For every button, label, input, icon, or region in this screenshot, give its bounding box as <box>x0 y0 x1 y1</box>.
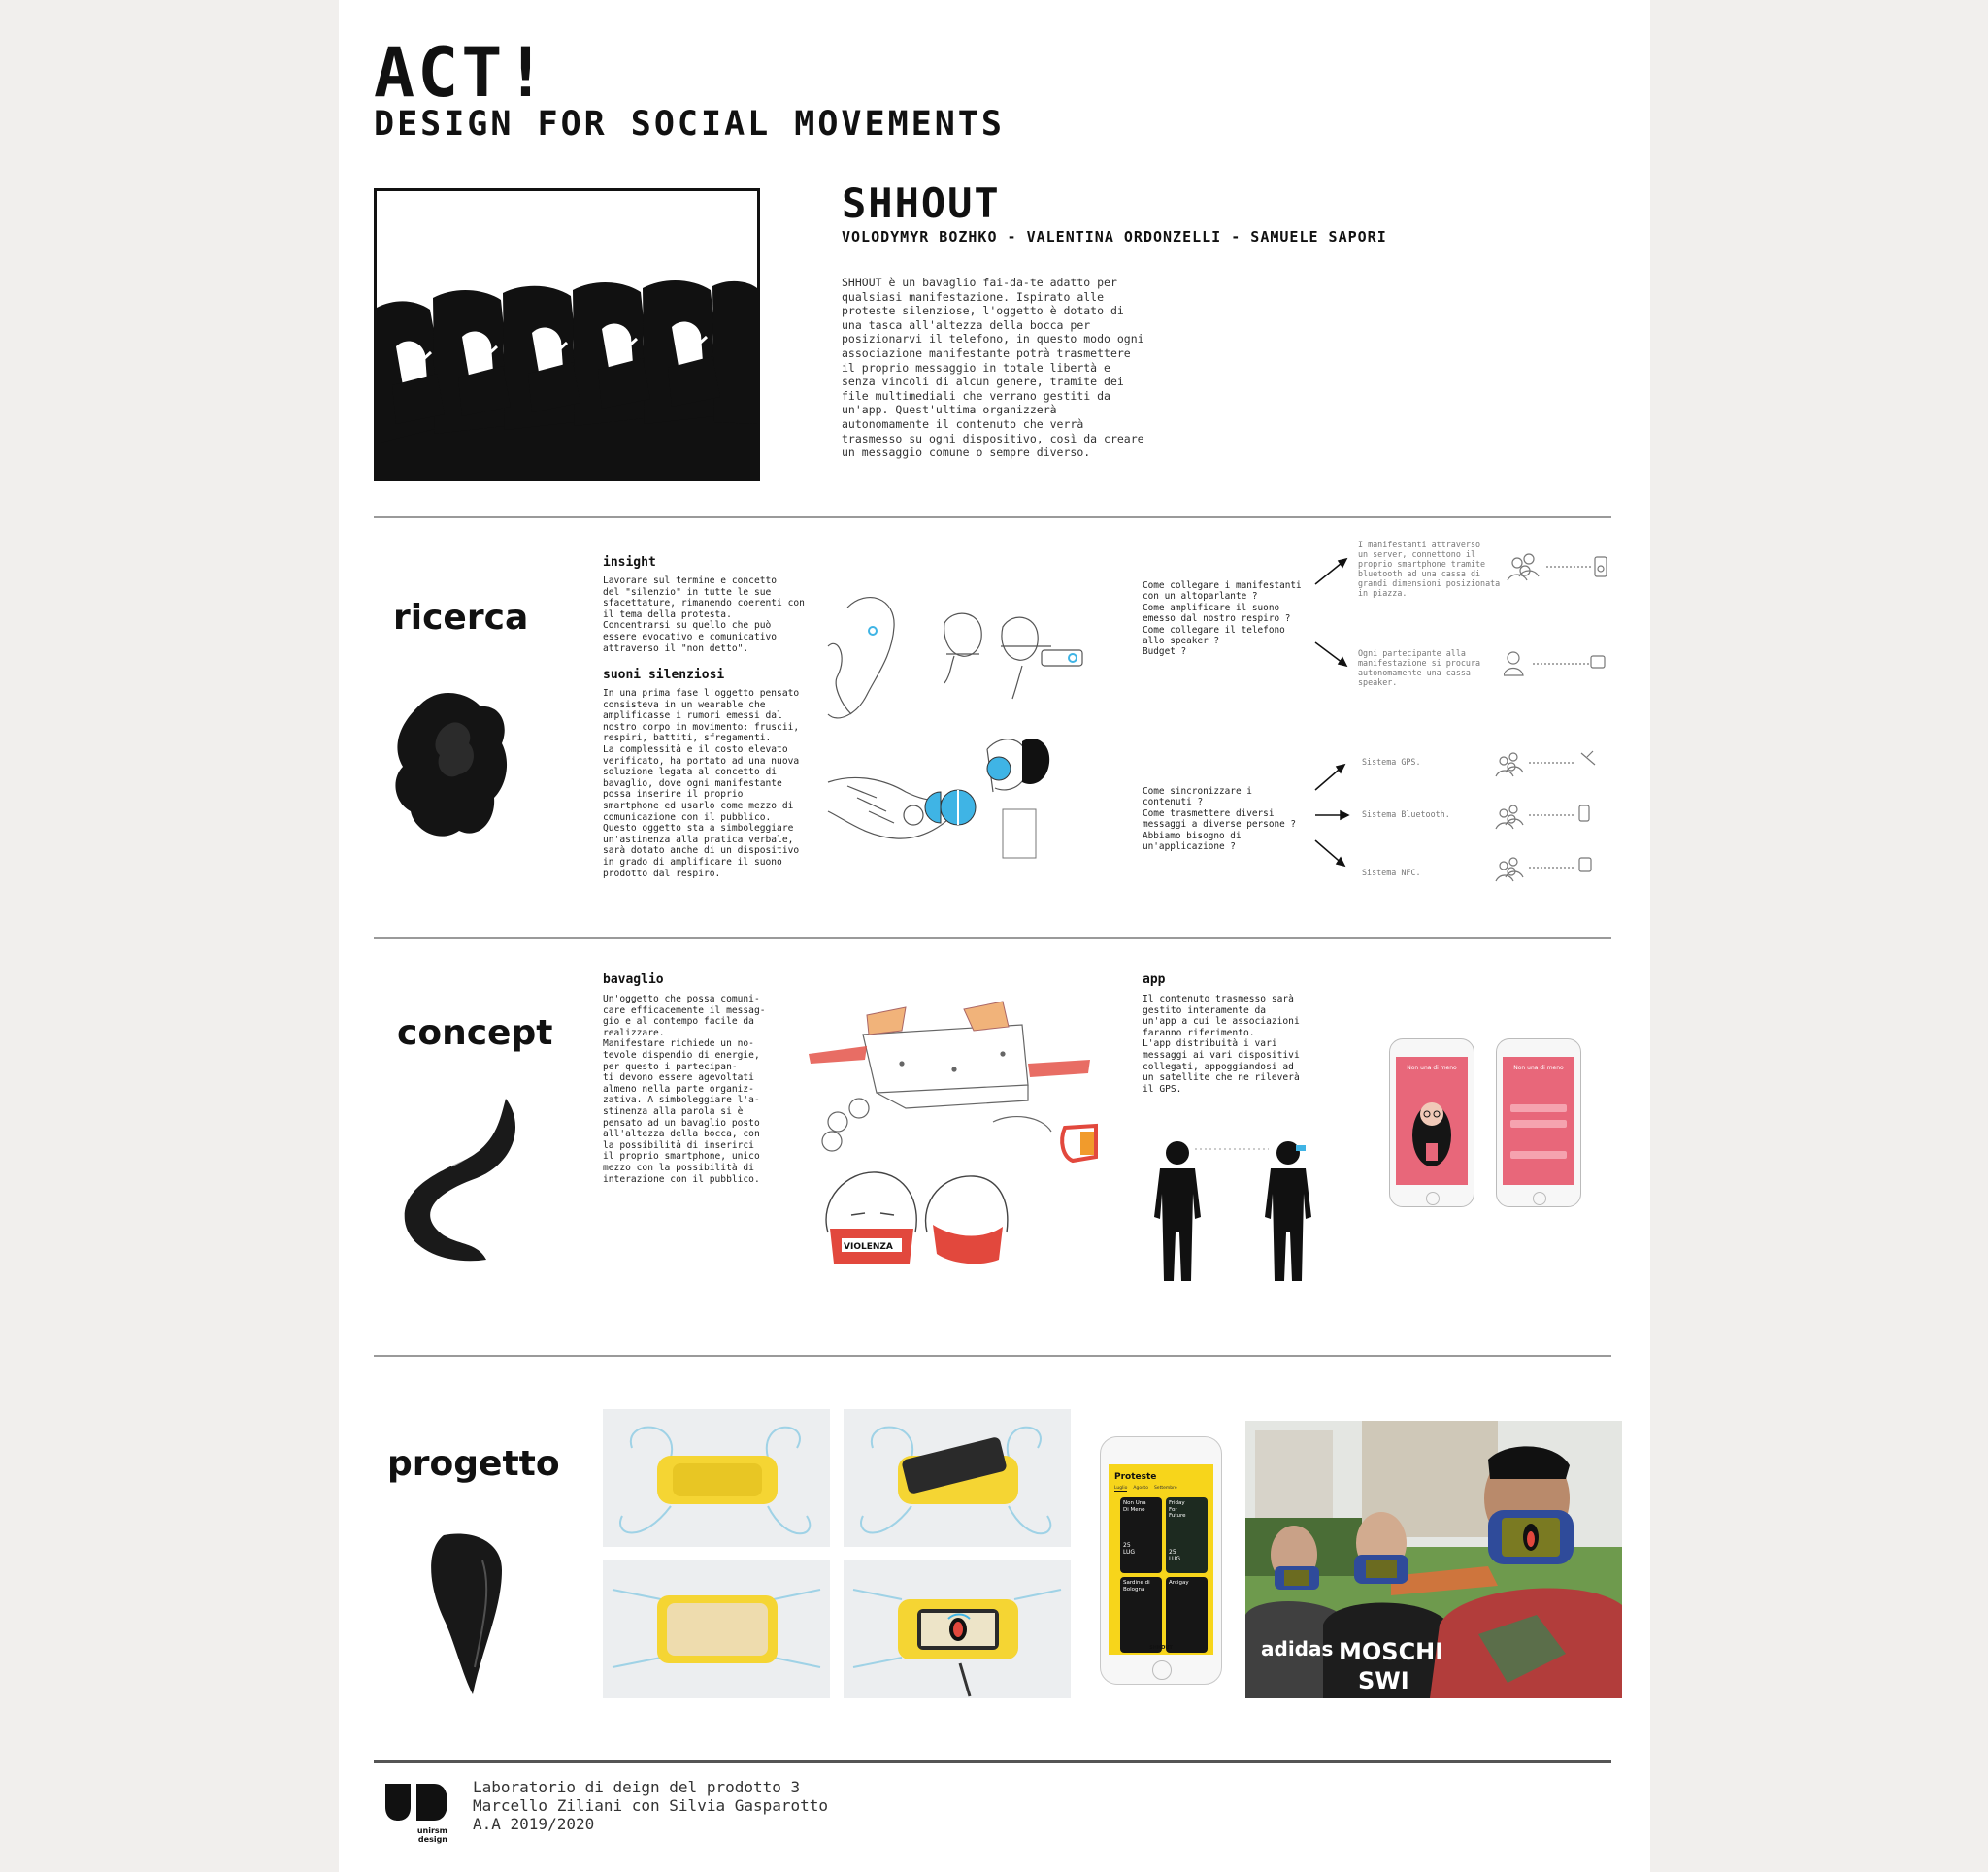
note-speaker: Ogni partecipante alla manifestazione si procura autonomamente una cassa speaker. <box>1358 648 1481 687</box>
people-device-icons <box>1494 739 1610 895</box>
system-bluetooth: Sistema Bluetooth. <box>1362 809 1450 819</box>
product-photo-empty-mask <box>603 1409 830 1547</box>
people-wearing-masks-illustration <box>1245 1421 1622 1698</box>
section-title-ricerca: ricerca <box>393 598 529 638</box>
ink-blot-illustration <box>391 685 512 844</box>
insight-text: Lavorare sul termine e concetto del "silenzio" in tutte le sue sfacettature, rimanendo coerenti con il tema della protesta. Concentrarsi su quello che può essere evocativo e comunicativo attraverso il "non detto". <box>603 575 805 654</box>
phone-screen-title: Non una di meno <box>1407 1065 1457 1071</box>
people-speaker-icons <box>1504 547 1610 683</box>
shirt-text: SWI <box>1358 1667 1409 1694</box>
logo-text: unirsm <box>416 1826 447 1835</box>
mask-sketch-text: VIOLENZA <box>844 1242 893 1252</box>
insight-heading: insight <box>603 555 656 570</box>
divider <box>374 1760 1611 1763</box>
note-server: I manifestanti attraverso un server, connettono il proprio smartphone tramite bluetooth ad una cassa di grandi dimensioni posizionata in piazza. <box>1358 540 1501 598</box>
divider <box>374 1355 1611 1357</box>
logo-text: design <box>417 1835 447 1844</box>
app-screen <box>1109 1464 1213 1655</box>
bavaglio-text: Un'oggetto che possa comuni- care efficacemente il messag- gio e al contempo facile da realizzare. Manifestare richiede un no- tevole dispendio di energie, per questo i partecipan- ti devono essere agevoltati almeno nella parte organiz- zativa. A simboleggiare l'a- stinenza alla parola si è pensato ad un bavaglio posto all'altezza della bocca, con la possibilità di inserirci il proprio smartphone, unico mezzo con la possibilità di interazione con il pubblico. <box>603 994 766 1185</box>
product-photo-phone-inserted <box>844 1409 1071 1547</box>
protest-card-name: Sardine di Bologna <box>1123 1580 1150 1593</box>
protest-card <box>1166 1497 1208 1573</box>
logo-mark <box>385 1784 447 1823</box>
home-button <box>1533 1192 1546 1205</box>
protest-card <box>1120 1577 1162 1653</box>
system-nfc: Sistema NFC. <box>1362 868 1421 877</box>
brush-stroke-illustration <box>399 1095 529 1264</box>
app-footer-logo: SHHOUT <box>1149 1645 1173 1651</box>
project-description: SHHOUT è un bavaglio fai-da-te adatto per qualsiasi manifestazione. Ispirato alle proteste silenziose, l'oggetto è dotato di una tasca all'altezza della bocca per posizionarvi il telefono, in questo modo ogni associazione manifestante potrà trasmettere il proprio messaggio in totale libertà e senza vincoli di alcun genere, tramite dei file multimediali che verrano gestiti da un'app. Quest'ultima organizzerà autonomamente il contenuto che verrà trasmesso su ogni dispositivo, così da creare un messaggio comune o sempre diverso. <box>842 276 1144 460</box>
protest-card-grid <box>1120 1497 1208 1653</box>
phone-mockup <box>1389 1038 1474 1207</box>
poster-title: ACT! <box>374 33 549 113</box>
divider <box>374 516 1611 518</box>
app-text: Il contenuto trasmesso sarà gestito interamente da un'app a cui le associazioni faranno riferimento. L'app distribuità i vari messaggi ai vari dispositivi collegati, appoggiandosi ad un satellite che ne rileverà il GPS. <box>1143 994 1300 1095</box>
protest-card-name: Non Una Di Meno <box>1123 1500 1146 1513</box>
protest-card-date: 25 LUG <box>1123 1542 1136 1556</box>
bavaglio-heading: bavaglio <box>603 972 664 987</box>
app-tab: Settembre <box>1153 1486 1177 1491</box>
app-tab: Luglio <box>1114 1486 1128 1491</box>
app-screen-title: Proteste <box>1114 1472 1157 1482</box>
product-photo-mask-back <box>603 1560 830 1698</box>
home-button <box>1426 1192 1440 1205</box>
repeated-faces-illustration <box>377 191 757 478</box>
concept-sketches <box>809 996 1139 1277</box>
section-title-progetto: progetto <box>387 1444 560 1484</box>
suoni-silenziosi-text: In una prima fase l'oggetto pensato consisteva in un wearable che amplificasse i rumori emessi dal nostro corpo in movimento: fruscii, respiri, battiti, sfregamenti. La complessità e il costo elevato verificato, ha portato ad una nuova soluzione legata al concetto di bavaglio, dove ogni manifestante possa inserire il proprio smartphone ed usarlo come mezzo di comunicazione con il pubblico. Questo oggetto sta a simboleggiare un'astinenza alla pratica verbale, sarà dotato anche di un dispositivo in grado di amplificare il suono prodotto dal respiro. <box>603 688 800 879</box>
poster-subtitle: DESIGN FOR SOCIAL MOVEMENTS <box>374 105 1005 144</box>
questions-connect: Come collegare i manifestanti con un altoparlante ? Come amplificare il suono emesso dal nostro respiro ? Come collegare il telefono allo speaker ? Budget ? <box>1143 580 1302 658</box>
mask-photo-illustration <box>844 1409 1071 1547</box>
protest-card-name: Friday For Future <box>1169 1500 1186 1519</box>
protest-card <box>1166 1577 1208 1653</box>
shirt-text: MOSCHI <box>1339 1638 1444 1665</box>
form-field <box>1510 1120 1567 1128</box>
suoni-silenziosi-heading: suoni silenziosi <box>603 668 725 682</box>
app-tabs <box>1114 1486 1208 1492</box>
project-name: SHHOUT <box>842 180 1001 227</box>
footer-line: A.A 2019/2020 <box>473 1815 595 1833</box>
phone-screen <box>1503 1057 1574 1185</box>
app-tab: Agosto <box>1133 1486 1148 1491</box>
form-field <box>1510 1104 1567 1112</box>
app-phone-mockup <box>1100 1436 1222 1685</box>
footer-line: Laboratorio di deign del prodotto 3 <box>473 1778 801 1796</box>
poster-sheet <box>339 0 1650 1872</box>
demo-photo <box>1245 1421 1622 1698</box>
mask-photo-illustration <box>603 1409 830 1547</box>
shirt-text: adidas <box>1261 1637 1334 1660</box>
footer-credits <box>473 1778 828 1833</box>
home-button <box>1152 1660 1172 1680</box>
section-title-concept: concept <box>397 1013 553 1053</box>
protest-card-date: 25 LUG <box>1169 1548 1181 1562</box>
brush-smear-illustration <box>424 1531 506 1698</box>
app-heading: app <box>1143 972 1166 987</box>
unirsm-design-logo <box>385 1784 447 1842</box>
protest-card-name: Arcigay <box>1169 1580 1189 1586</box>
mask-photo-illustration <box>844 1560 1071 1698</box>
phone-screen-title: Non una di meno <box>1513 1065 1564 1071</box>
hero-image <box>374 188 760 481</box>
divider <box>374 937 1611 939</box>
project-authors: VOLODYMYR BOZHKO - VALENTINA ORDONZELLI - SAMUELE SAPORI <box>842 228 1387 246</box>
research-sketches <box>809 578 1139 879</box>
form-field <box>1510 1151 1567 1159</box>
phone-mockup <box>1496 1038 1581 1207</box>
mask-photo-illustration <box>603 1560 830 1698</box>
protest-card <box>1120 1497 1162 1573</box>
product-photo-active-screen <box>844 1560 1071 1698</box>
system-gps: Sistema GPS. <box>1362 757 1421 767</box>
phone-screen <box>1396 1057 1468 1185</box>
questions-sync: Come sincronizzare i contenuti ? Come trasmettere diversi messaggi a diverse persone ? Abbiamo bisogno di un'applicazione ? <box>1143 786 1297 853</box>
footer-line: Marcello Ziliani con Silvia Gasparotto <box>473 1796 829 1815</box>
silhouettes-illustration <box>1141 1135 1325 1283</box>
matryoshka-icon <box>1396 1079 1468 1176</box>
